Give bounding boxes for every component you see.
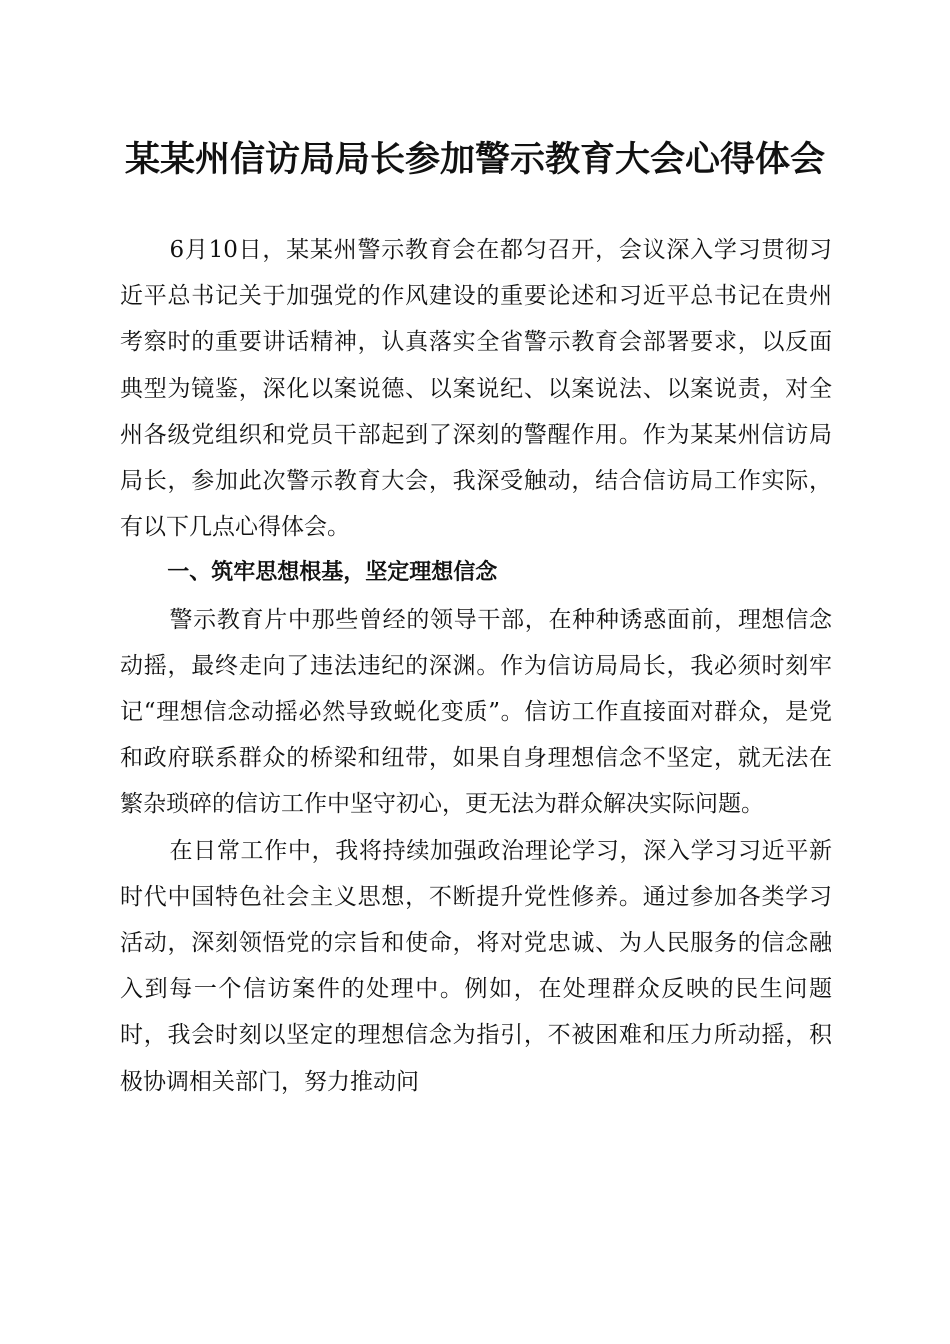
document-body [120,227,832,1105]
page-title: 某某州信访局局长参加警示教育大会心得体会 [124,139,825,180]
paragraph-section-1-a: 警示教育片中那些曾经的领导干部，在种种诱惑面前，理想信念动摇，最终走向了违法违纪的深渊。作为信访局局长，我必须时刻牢记“理想信念动摇必然导致蜕化变质”。信访工作直接面对群众，是党和政府联系群众的桥梁和纽带，如果自身理想信念不坚定，就无法在繁杂琐碎的信访工作中坚守初心，更无法为群众解决实际问题。 [120,606,832,818]
paragraph-section-1-b: 在日常工作中，我将持续加强政治理论学习，深入学习习近平新时代中国特色社会主义思想，不断提升党性修养。通过参加各类学习活动，深刻领悟党的宗旨和使命，将对党忠诚、为人民服务的信念融入到每一个信访案件的处理中。例如，在处理群众反映的民生问题时，我会时刻以坚定的理想信念为指引，不被困难和压力所动摇，积极协调相关部门，努力推动问 [120,837,832,1095]
paragraph-intro: 6月10日，某某州警示教育会在都匀召开，会议深入学习贯彻习近平总书记关于加强党的作风建设的重要论述和习近平总书记在贵州考察时的重要讲话精神，认真落实全省警示教育会部署要求，以反面典型为镜鉴，深化以案说德、以案说纪、以案说法、以案说责，对全州各级党组织和党员干部起到了深刻的警醒作用。作为某某州信访局局长，参加此次警示教育大会，我深受触动，结合信访局工作实际，有以下几点心得体会。 [120,237,832,541]
section-heading-1: 一、筑牢思想根基，坚定理想信念 [167,560,498,586]
